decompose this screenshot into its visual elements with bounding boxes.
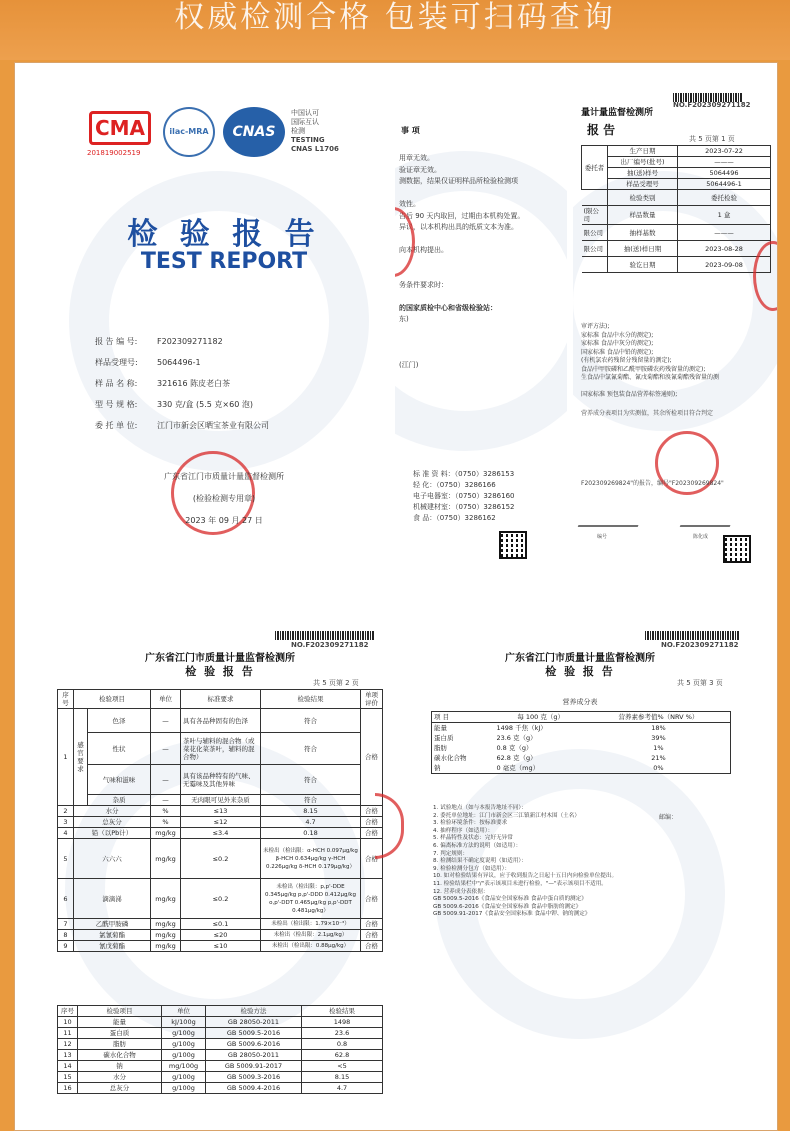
results-page: 共 5 页第 2 页 bbox=[313, 679, 359, 687]
postcode-label: 邮编： bbox=[659, 814, 678, 821]
notes-sheet bbox=[395, 91, 567, 569]
nutrition-table: 项 目 每 100 克（g） 营养素参考值%（NRV %） 能量 1498 千焦（kJ） 18% 蛋白质 23.6 克（g） 39% 脂肪 0.8 克（g） 1% 碳水化合物 62.8 克（g） 21% 钠 0 毫克（mg） 0% bbox=[431, 711, 731, 774]
summary-qr-code bbox=[723, 535, 751, 563]
results-title: 检 验 报 告 bbox=[185, 665, 255, 678]
results-sheet bbox=[55, 629, 385, 1125]
summary-title: 报 告 bbox=[587, 123, 616, 137]
title-en: TEST REPORT bbox=[140, 249, 308, 274]
col-unit: 单位 bbox=[151, 690, 181, 709]
col-item: 检验项目 bbox=[74, 690, 151, 709]
results-org: 广东省江门市质量计量监督检测所 bbox=[145, 653, 295, 664]
summary-page: 共 5 页第 1 页 bbox=[689, 135, 735, 143]
summary-report-ref: F202309269824"的报告，编号"F202309269824" bbox=[581, 480, 724, 487]
notes-heading: 事 项 bbox=[401, 126, 420, 135]
nutrition-table-title: 营养成分表 bbox=[562, 698, 598, 706]
nutrition-sheet bbox=[415, 629, 745, 1125]
notes-qr-code bbox=[499, 531, 527, 559]
ilac-logo: ilac-MRA bbox=[163, 107, 215, 157]
notes-contacts: 标 准 资 料：（0750）3286153 轻 化：（0750）3286166 电子电器室：（0750）3286160 机械建材室：（0750）3286152 食 品：（0750）3286162 bbox=[413, 470, 515, 522]
summary-sheet bbox=[573, 91, 777, 569]
signer-left: 编号 bbox=[597, 534, 608, 540]
summary-table: 委托者 生产日期 2023-07-22 出厂编号(批号) ——— 抽(送)样号 5064496 样品受理号 5064496-1 检验类别 委托检验 (限公司 样品数量 1 盒 限公司 抽样基数 ——— 限公司 抽(送)样日期 2023-08-28 验讫日期 2023-09-08 bbox=[581, 145, 771, 273]
banner-title: 权威检测合格 包装可扫码查询 bbox=[174, 0, 616, 35]
nutrition-org: 广东省江门市质量计量监督检测所 bbox=[505, 653, 655, 664]
middle-seal bbox=[375, 793, 404, 859]
results-table: 序号 检验项目 单位 标准要求 检验结果 单项评价 1 感官要求 色泽 — 具有各品种固有的色泽 符合 合格 性状 — 茶叶与辅料的混合物（或菜花化菜茶叶，辅料的混合物） 符合 气味和滋味 — 具有该品种特有的气味、无霉味及其他异味 符合 杂质 — 无肉眼可见外来杂质 符合 2 水分 % ≤13 8.15 合格 3 总灰分 % ≤12 4.7 合格 4 铅（以Pb计） mg/kg ≤3.4 0.18 合格 5 六六六 mg/kg ≤0.2 未检出（检出限：α-HCH 0.097μg/kg β-HCH 0.634μg/kg γ-HCH 0.226μg/kg δ-HCH 0.179μg/kg） 合格 6 滴滴涕 mg/kg ≤0.2 未检出（检出限：p,p'-DDE 0.345μg/kg p,p'-DDD 0.412μg/kg o,p'-DDT 0.465μg/kg p,p'-DDT 0.481μg/kg） 合格 7 乙酰甲胺磷 mg/kg ≤0.1 未检出（检出限：1.79×10⁻³） 合格 8 氯氰菊酯 mg/kg ≤20 未检出（检出限：2.1μg/kg） 合格 9 氰戊菊酯 mg/kg ≤10 未检出（检出限：0.88μg/kg） 合格 bbox=[57, 689, 383, 952]
cover-fields: 报 告 编 号: F202309271182 样品受理号: 5064496-1 样 品 名 称: 321616 陈皮老白茶 型 号 规 格: 330 克/盒 (5.5 克×60 泡) 委 托 单 位: 江门市新会区晒宝茶业有限公司 bbox=[95, 337, 269, 430]
notes-lines: 用章无效。 验证章无效。 测数据，结果仅证明样品所检验检测项 效性。 告后 90 天内取回，过期由本机构处置。 异议，以本机构出具的纸质文本为准。 向本机构提出。 务条件要求时： 的国家质检中心和省级检验站： 东) (江门) bbox=[399, 154, 525, 369]
cover-org: 广东省江门市质量计量监督检测所 bbox=[164, 472, 284, 481]
nutrition-title: 检 验 报 告 bbox=[545, 665, 615, 678]
cover-date: 2023 年 09 月 27 日 bbox=[185, 516, 263, 525]
signer-right: 陈化成 bbox=[693, 534, 709, 540]
col-result: 检验结果 bbox=[261, 690, 361, 709]
summary-conclusion: 营养成分表项目为实测值，其余所检项目符合判定 bbox=[581, 410, 714, 417]
results-table-2: 序号 检验项目 单位 检验方法 检验结果 10 能量 kJ/100g GB 28050-2011 1498 11 蛋白质 g/100g GB 5009.5-2016 23.6 12 脂肪 g/100g GB 5009.6-2016 0.8 13 碳水化合物 g/100g GB 28050-2011 62.8 14 钠 mg/100g GB 5009.91-2017 <5 15 水分 g/100g GB 5009.3-2016 8.15 16 总灰分 g/100g GB 5009.4-2016 4.7 bbox=[57, 1005, 383, 1094]
cover-sheet bbox=[59, 91, 389, 569]
nutrition-report-no: NO.F202309271182 bbox=[661, 641, 739, 649]
nutrition-notes: 1. 试验地点（如与本报告地址不同）： 2. 委托单位地址：江门市新会区三江镇新江村木围（土名） 3. 检验环境条件：按标准要求 4. 抽样程序（如适用）： 5. 样品特性及状态：完好无异常 6. 偏离标准方法的说明（如适用）： 7. 判定规则： 8. 检测结果不确定度说明（如适用）： 9. 检验检测分包方（如适用）： 10. 如对检验结果有异议，应于收到报告之日起十五日内向检验单位提出。 11. 检验结果栏中"/"表示该项目未进行检验，"—"表示该项目不适用。 12. 营养成分表依据： GB 5009.5-2016《食品安全国家标准 食品中蛋白质的测定》 GB 5009.6-2016《食品安全国家标准 食品中脂肪的测定》 GB 5009.91-2017《食品安全国家标准 食品中钾、钠的测定》 bbox=[433, 805, 618, 918]
cma-logo: CMA bbox=[89, 111, 151, 145]
top-banner bbox=[0, 0, 790, 60]
summary-org: 量计量监督检测所 bbox=[581, 108, 654, 118]
results-report-no: NO.F202309271182 bbox=[291, 641, 369, 649]
signature-right bbox=[680, 509, 737, 527]
report-panel bbox=[14, 62, 778, 1131]
signature-left bbox=[578, 509, 645, 527]
cnas-text: 中国认可 国际互认 检测 TESTING CNAS L1706 bbox=[291, 109, 339, 153]
cma-number: 201819002519 bbox=[87, 149, 141, 157]
col-eval: 单项评价 bbox=[361, 690, 383, 709]
summary-basis: 审评方法); 家标准 食品中水分的测定); 家标准 食品中灰分的测定); 国家标准 食品中铅的测定); (有机氯农药残留分残留量的测定); 食品中甲胺磷和乙酰甲胺磷农药残留量的测定); 生食品中氯氰菊酯、氰戊菊酯和溴氰菊酯残留量的测 国家标准 预包装食品营养标签通则); bbox=[581, 323, 720, 398]
cover-seal-text: (检验检测专用章) bbox=[192, 494, 256, 503]
col-no: 序号 bbox=[58, 690, 74, 709]
summary-report-no: NO.F202309271182 bbox=[673, 101, 751, 109]
col-req: 标准要求 bbox=[181, 690, 261, 709]
cnas-logo: CNAS bbox=[223, 107, 285, 157]
nutrition-page: 共 5 页第 3 页 bbox=[677, 679, 723, 687]
title-cn: 检 验 报 告 bbox=[127, 217, 321, 252]
